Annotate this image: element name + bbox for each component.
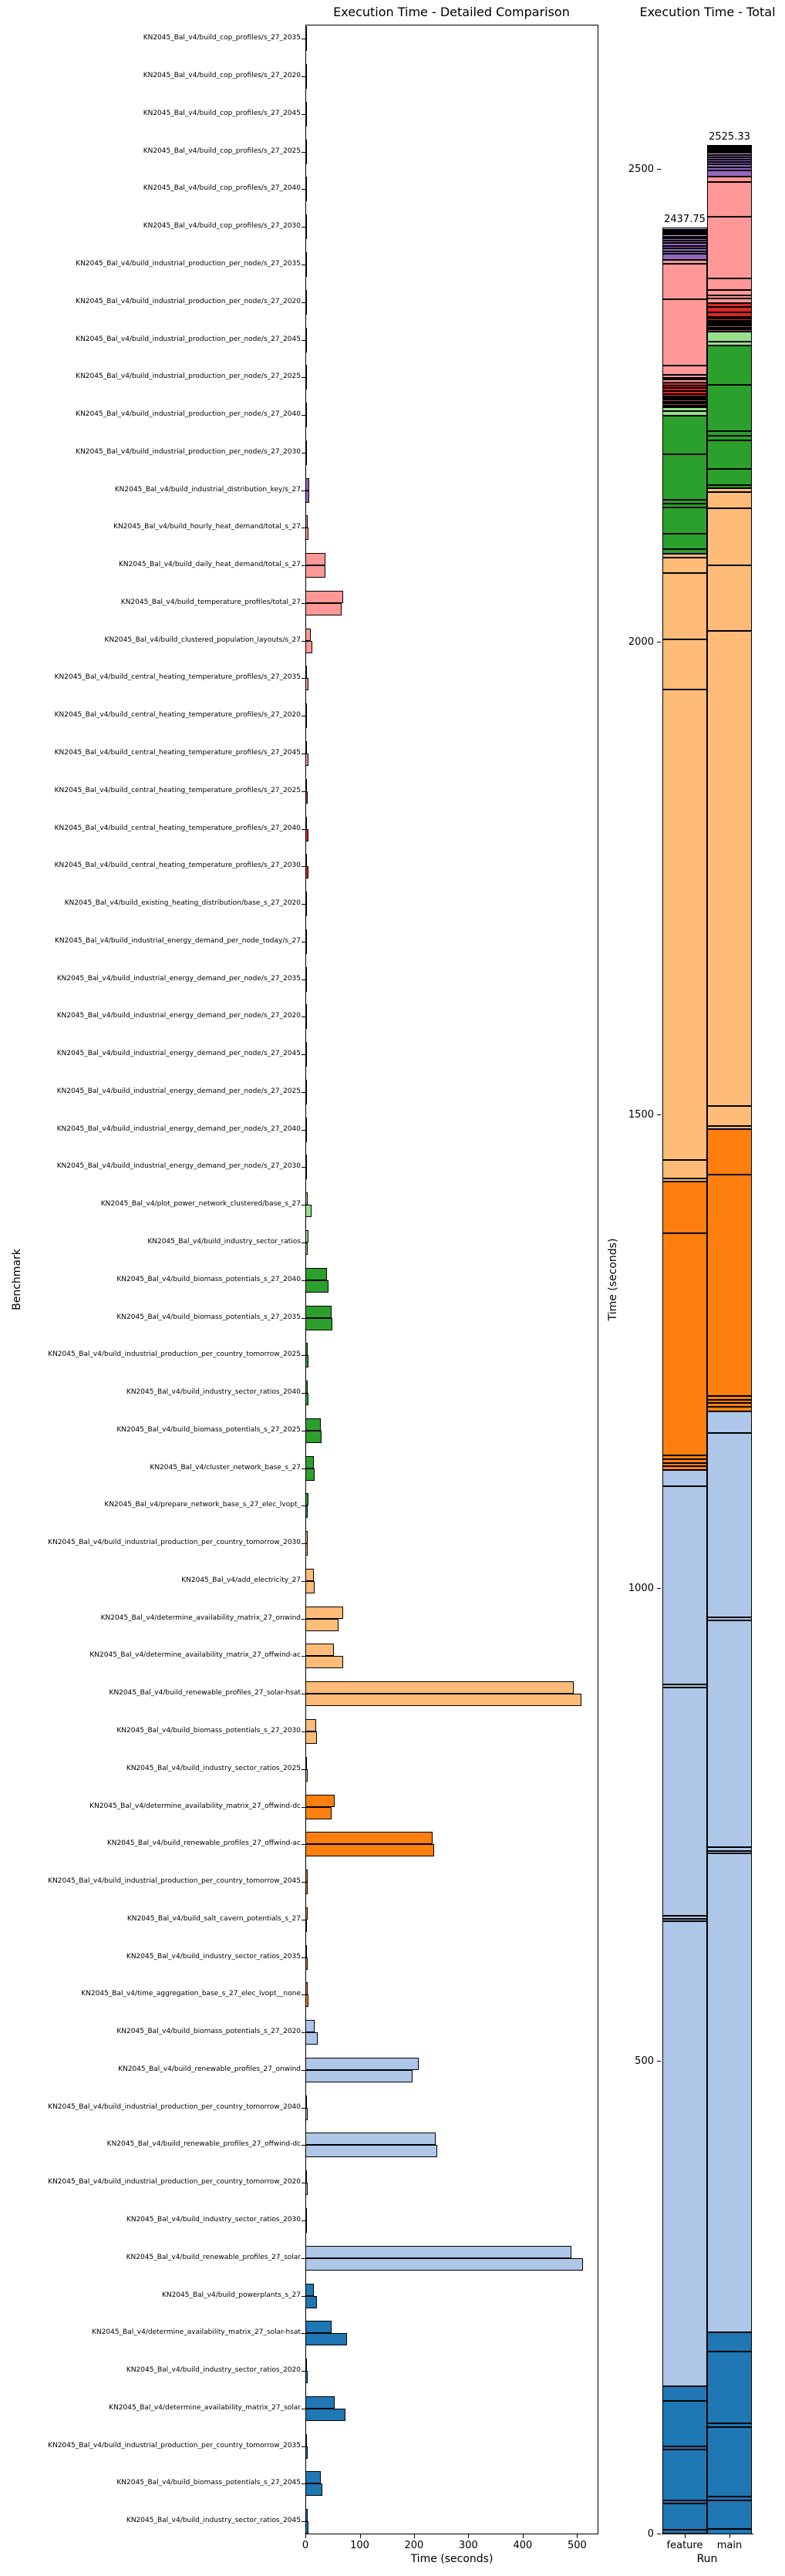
benchmark-row-label: KN2045_Bal_v4/build_cop_profiles/s_27_2025 [143, 147, 301, 155]
benchmark-row-label: KN2045_Bal_v4/build_renewable_profiles_27_solar-hsat [109, 1689, 301, 1698]
feature-bar [305, 1607, 343, 1619]
main-stack-segment [707, 182, 752, 217]
main-bar [305, 641, 312, 653]
feature-stack-segment [662, 639, 707, 690]
benchmark-row-label: KN2045_Bal_v4/build_temperature_profiles/total_27 [120, 598, 301, 606]
main-stack-segment [707, 1106, 752, 1125]
feature-bar [305, 214, 307, 227]
feature-bar [305, 2133, 436, 2145]
feature-bar [305, 1230, 308, 1242]
main-bar [305, 1694, 581, 1706]
benchmark-row-label: KN2045_Bal_v4/build_industrial_energy_demand_per_node/s_27_2030 [56, 1162, 301, 1171]
feature-bar [305, 741, 307, 754]
main-bar [305, 2108, 308, 2120]
feature-bar [305, 2096, 307, 2108]
main-bar [305, 1882, 308, 1894]
benchmark-row-label: KN2045_Bal_v4/build_central_heating_temperature_profiles/s_27_2045 [54, 748, 301, 757]
feature-stack-segment [662, 534, 707, 549]
x-tick-label: feature [666, 2540, 703, 2551]
benchmark-row-label: KN2045_Bal_v4/build_industrial_production_per_node/s_27_2045 [76, 335, 301, 343]
feature-bar [305, 140, 307, 152]
left-x-axis-label: Time (seconds) [410, 2553, 494, 2565]
benchmark-row-label: KN2045_Bal_v4/build_industrial_energy_demand_per_node/s_27_2045 [56, 1050, 301, 1058]
main-bar [305, 491, 309, 503]
benchmark-row-label: KN2045_Bal_v4/build_cop_profiles/s_27_2045 [143, 109, 301, 117]
main-bar [305, 904, 307, 916]
main-bar [305, 1167, 307, 1179]
benchmark-row-label: KN2045_Bal_v4/build_salt_cavern_potentials_s_27 [126, 1914, 301, 1923]
benchmark-row-label: KN2045_Bal_v4/build_biomass_potentials_s_27_2020 [116, 2028, 301, 2036]
feature-bar [305, 2284, 314, 2296]
y-tick-label: 1500 [628, 1109, 654, 1121]
main-bar [305, 2296, 317, 2308]
main-stack-segment [707, 1129, 752, 1174]
benchmark-row-label: KN2045_Bal_v4/build_industrial_production_per_node/s_27_2040 [76, 410, 301, 418]
feature-bar [305, 478, 309, 491]
x-tick-label: 500 [567, 2540, 587, 2551]
feature-bar [305, 177, 307, 189]
left-y-axis-label: Benchmark [11, 1249, 23, 1310]
feature-bar [305, 1418, 321, 1431]
feature-stack-segment [662, 264, 707, 299]
feature-bar [305, 779, 307, 791]
main-bar [305, 2258, 583, 2271]
feature-stack-segment [662, 1233, 707, 1456]
main-bar [305, 2032, 318, 2045]
y-tick-label: 2500 [628, 163, 654, 175]
benchmark-row-label: KN2045_Bal_v4/build_industrial_energy_demand_per_node/s_27_2040 [56, 1124, 301, 1133]
benchmark-row-label: KN2045_Bal_v4/build_industry_sector_ratios_2040 [126, 1388, 301, 1396]
benchmark-row-label: KN2045_Bal_v4/build_industrial_energy_demand_per_node/s_27_2020 [56, 1012, 301, 1020]
main-stack-segment [707, 346, 752, 385]
main-bar [305, 2220, 307, 2233]
main-bar [305, 2371, 308, 2383]
benchmark-row-label: KN2045_Bal_v4/build_industry_sector_ratios_2045 [126, 2517, 301, 2525]
feature-bar [305, 1343, 308, 1355]
right-x-axis-label: Run [696, 2553, 718, 2565]
benchmark-row-label: KN2045_Bal_v4/build_industry_sector_ratios_2030 [126, 2216, 301, 2224]
feature-stack-segment [662, 366, 707, 375]
benchmark-row-label: KN2045_Bal_v4/build_industry_sector_ratios_2025 [126, 1764, 301, 1772]
feature-bar [305, 2208, 307, 2220]
left-chart-title: Execution Time - Detailed Comparison [333, 5, 570, 19]
main-bar [305, 1844, 434, 1856]
main-stack-segment [707, 2500, 752, 2530]
x-tick-label: 0 [302, 2540, 309, 2551]
feature-bar [305, 2246, 571, 2258]
main-bar [305, 678, 308, 690]
benchmark-row-label: KN2045_Bal_v4/build_renewable_profiles_27_solar [126, 2253, 301, 2261]
y-tick-label: 1000 [628, 1582, 654, 1594]
main-bar [305, 76, 307, 89]
main-bar [305, 39, 307, 51]
feature-bar [305, 365, 307, 377]
main-bar [305, 265, 307, 277]
feature-bar [305, 2321, 332, 2333]
benchmark-row-label: KN2045_Bal_v4/prepare_network_base_s_27_elec_lvopt_ [104, 1501, 301, 1509]
feature-stack-segment [662, 2386, 707, 2401]
main-stack-segment [707, 631, 752, 1106]
main-bar [305, 1017, 307, 1029]
feature-bar [305, 2020, 315, 2032]
main-bar [305, 1431, 322, 1443]
feature-bar [305, 515, 308, 528]
feature-bar [305, 252, 307, 265]
benchmark-row-label: KN2045_Bal_v4/build_industrial_production_per_country_tomorrow_2035 [48, 2441, 301, 2450]
benchmark-row-label: KN2045_Bal_v4/build_central_heating_temperature_profiles/s_27_2020 [54, 711, 301, 720]
feature-bar [305, 2170, 307, 2183]
main-bar [305, 1543, 308, 1556]
main-bar [305, 152, 307, 164]
main-bar [305, 1807, 332, 1819]
main-bar [305, 979, 307, 992]
benchmark-row-label: KN2045_Bal_v4/build_renewable_profiles_27_onwind [118, 2065, 301, 2073]
main-total-label: 2525.33 [709, 131, 750, 143]
main-bar [305, 1318, 332, 1330]
feature-bar [305, 1268, 327, 1280]
benchmark-row-label: KN2045_Bal_v4/determine_availability_matrix_27_onwind [100, 1613, 301, 1622]
feature-stack-segment [662, 1486, 707, 1685]
benchmark-row-label: KN2045_Bal_v4/determine_availability_matrix_27_solar-hsat [92, 2328, 301, 2337]
main-stack-segment [707, 1620, 752, 1847]
main-bar [305, 528, 308, 540]
main-stack-segment [707, 1433, 752, 1617]
benchmark-row-label: KN2045_Bal_v4/build_hourly_heat_demand/total_s_27 [113, 523, 301, 531]
x-tick-mark [729, 2534, 730, 2538]
main-bar [305, 603, 342, 615]
main-bar [305, 453, 307, 465]
main-bar [305, 1994, 308, 2007]
main-stack-segment [707, 1853, 752, 2332]
main-bar [305, 1957, 308, 1970]
y-tick-label: 0 [647, 2528, 654, 2540]
main-bar [305, 2333, 347, 2345]
y-tick-label: 500 [635, 2055, 654, 2067]
feature-bar [305, 591, 343, 603]
benchmark-row-label: KN2045_Bal_v4/build_biomass_potentials_s_27_2025 [116, 1425, 301, 1434]
feature-bar [305, 328, 307, 340]
main-bar [305, 2145, 437, 2157]
feature-bar [305, 967, 307, 979]
feature-bar [305, 1381, 308, 1393]
main-stack-segment [707, 1175, 752, 1397]
feature-bar [305, 1306, 332, 1318]
x-tick-label: 100 [350, 2540, 369, 2551]
main-bar [305, 189, 307, 201]
main-stack-segment [707, 385, 752, 432]
benchmark-row-label: KN2045_Bal_v4/build_industry_sector_ratios_2035 [126, 1952, 301, 1961]
feature-stack-segment [662, 690, 707, 1159]
benchmark-row-label: KN2045_Bal_v4/build_renewable_profiles_27_offwind-ac [106, 1839, 301, 1848]
main-bar [305, 2409, 345, 2421]
benchmark-row-label: KN2045_Bal_v4/build_clustered_population_layouts/s_27 [104, 636, 301, 644]
main-bar [305, 829, 308, 841]
feature-stack-segment [662, 2530, 707, 2534]
feature-bar [305, 854, 307, 866]
x-tick-mark [685, 2534, 686, 2538]
main-bar [305, 942, 307, 954]
x-tick-mark [468, 2534, 469, 2538]
left-plot-area [305, 25, 598, 2534]
feature-bar [305, 1080, 307, 1092]
x-tick-label: 200 [404, 2540, 424, 2551]
y-tick-label: 2000 [628, 636, 654, 649]
feature-bar [305, 892, 307, 904]
main-bar [305, 2070, 413, 2082]
main-bar [305, 1092, 307, 1104]
feature-bar [305, 403, 307, 415]
benchmark-row-label: KN2045_Bal_v4/build_daily_heat_demand/total_s_27 [119, 561, 301, 569]
feature-stack-segment [662, 1470, 707, 1486]
feature-bar [305, 1644, 334, 1656]
main-bar [305, 791, 308, 804]
y-tick-mark [657, 1588, 661, 1589]
feature-stack-segment [662, 507, 707, 534]
benchmark-row-label: KN2045_Bal_v4/plot_power_network_clustered/base_s_27 [100, 1200, 301, 1209]
main-stack-segment [707, 565, 752, 631]
benchmark-row-label: KN2045_Bal_v4/add_electricity_27 [181, 1576, 301, 1584]
benchmark-row-label: KN2045_Bal_v4/build_industrial_distribution_key/s_27 [114, 485, 301, 494]
feature-stack-segment [662, 1688, 707, 1916]
main-bar [305, 1656, 343, 1668]
main-bar [305, 1393, 308, 1405]
x-tick-label: 400 [513, 2540, 533, 2551]
feature-bar [305, 1004, 307, 1017]
main-bar [305, 227, 307, 239]
benchmark-row-label: KN2045_Bal_v4/build_industrial_production_per_country_tomorrow_2030 [48, 1539, 301, 1547]
main-bar [305, 1769, 308, 1782]
feature-bar [305, 64, 307, 76]
main-stack-segment [707, 278, 752, 290]
main-bar [305, 377, 307, 389]
feature-bar [305, 1042, 307, 1054]
benchmark-row-label: KN2045_Bal_v4/build_existing_heating_distribution/base_s_27_2020 [64, 899, 301, 907]
feature-bar [305, 290, 307, 302]
feature-stack-segment [662, 416, 707, 453]
main-stack-segment [707, 2427, 752, 2497]
x-tick-mark [523, 2534, 524, 2538]
main-bar [305, 565, 325, 578]
feature-bar [305, 1832, 433, 1844]
feature-stack-segment [662, 1160, 707, 1179]
main-bar [305, 302, 307, 315]
benchmark-row-label: KN2045_Bal_v4/build_biomass_potentials_s_27_2030 [116, 1727, 301, 1735]
benchmark-row-label: KN2045_Bal_v4/build_industry_sector_ratios [147, 1237, 301, 1246]
benchmark-row-label: KN2045_Bal_v4/build_biomass_potentials_s_27_2035 [116, 1313, 301, 1321]
main-bar [305, 114, 307, 126]
feature-bar [305, 26, 307, 39]
feature-stacked-bar [662, 228, 707, 2534]
feature-bar [305, 102, 307, 114]
feature-total-label: 2437.75 [664, 214, 706, 225]
benchmark-row-label: KN2045_Bal_v4/build_industrial_production_per_node/s_27_2020 [76, 297, 301, 305]
feature-bar [305, 929, 307, 942]
benchmark-row-label: KN2045_Bal_v4/determine_availability_matrix_27_solar [109, 2403, 301, 2412]
feature-stack-segment [662, 2401, 707, 2446]
feature-bar [305, 1719, 316, 1731]
main-stack-segment [707, 2529, 752, 2534]
feature-bar [305, 1681, 574, 1694]
feature-bar [305, 817, 307, 829]
main-bar [305, 1581, 315, 1593]
main-bar [305, 2183, 308, 2195]
feature-bar [305, 2509, 308, 2521]
main-bar [305, 340, 307, 352]
benchmark-row-label: KN2045_Bal_v4/build_industrial_production_per_country_tomorrow_2020 [48, 2178, 301, 2187]
feature-bar [305, 1456, 314, 1468]
main-stack-segment [707, 492, 752, 508]
benchmark-row-label: KN2045_Bal_v4/build_cop_profiles/s_27_2020 [143, 72, 301, 80]
main-bar [305, 866, 308, 878]
benchmark-row-label: KN2045_Bal_v4/cluster_network_base_s_27 [150, 1463, 301, 1472]
main-bar [305, 1054, 307, 1067]
feature-stack-segment [662, 254, 707, 260]
feature-bar [305, 1493, 308, 1505]
x-tick-mark [414, 2534, 415, 2538]
feature-bar [305, 666, 307, 678]
benchmark-row-label: KN2045_Bal_v4/determine_availability_matrix_27_offwind-dc [89, 1802, 301, 1810]
benchmark-row-label: KN2045_Bal_v4/time_aggregation_base_s_27_elec_lvopt__none [81, 1990, 301, 1998]
benchmark-row-label: KN2045_Bal_v4/build_cop_profiles/s_27_2035 [143, 34, 301, 42]
benchmark-row-label: KN2045_Bal_v4/build_cop_profiles/s_27_2040 [143, 184, 301, 193]
benchmark-row-label: KN2045_Bal_v4/build_industrial_production_per_country_tomorrow_2045 [48, 1877, 301, 1885]
benchmark-row-label: KN2045_Bal_v4/determine_availability_matrix_27_offwind-ac [89, 1651, 301, 1660]
x-tick-label: main [716, 2540, 743, 2551]
x-tick-label: 300 [458, 2540, 478, 2551]
main-bar [305, 1731, 317, 1744]
feature-stack-segment [662, 1921, 707, 2386]
main-stack-segment [707, 2332, 752, 2352]
feature-bar [305, 1795, 335, 1807]
main-stack-segment [707, 1411, 752, 1433]
feature-bar [305, 1870, 308, 1882]
benchmark-row-label: KN2045_Bal_v4/build_industrial_production_per_node/s_27_2035 [76, 259, 301, 268]
main-stack-segment [707, 440, 752, 468]
right-chart-title: Execution Time - Total [639, 5, 776, 19]
benchmark-row-label: KN2045_Bal_v4/build_cop_profiles/s_27_2030 [143, 222, 301, 231]
benchmark-row-label: KN2045_Bal_v4/build_industrial_production_per_node/s_27_2030 [76, 447, 301, 456]
right-y-axis-label: Time (seconds) [607, 1238, 619, 1321]
feature-bar [305, 1907, 308, 1920]
benchmark-row-label: KN2045_Bal_v4/build_renewable_profiles_27_offwind-dc [106, 2140, 301, 2149]
feature-bar [305, 703, 307, 716]
main-bar [305, 2483, 322, 2496]
feature-bar [305, 2396, 335, 2409]
feature-stack-segment [662, 558, 707, 573]
feature-stack-segment [662, 573, 707, 639]
main-bar [305, 1619, 339, 1631]
main-bar [305, 1205, 312, 1217]
benchmark-row-label: KN2045_Bal_v4/build_central_heating_temperature_profiles/s_27_2030 [54, 861, 301, 870]
feature-bar [305, 440, 307, 453]
feature-bar [305, 553, 325, 565]
main-stack-segment [707, 170, 752, 177]
benchmark-row-label: KN2045_Bal_v4/build_biomass_potentials_s_27_2040 [116, 1275, 301, 1283]
benchmark-row-label: KN2045_Bal_v4/build_biomass_potentials_s_27_2045 [116, 2479, 301, 2487]
feature-bar [305, 2471, 321, 2483]
main-stack-segment [707, 508, 752, 565]
feature-bar [305, 629, 311, 641]
benchmark-row-label: KN2045_Bal_v4/build_central_heating_temperature_profiles/s_27_2040 [54, 824, 301, 832]
main-bar [305, 2446, 308, 2459]
feature-stack-segment [662, 2450, 707, 2501]
benchmark-row-label: KN2045_Bal_v4/build_industrial_production_per_node/s_27_2025 [76, 373, 301, 381]
feature-stack-segment [662, 299, 707, 366]
main-bar [305, 1280, 328, 1293]
main-bar [305, 754, 308, 766]
main-bar [305, 415, 307, 427]
feature-bar [305, 1757, 307, 1769]
main-bar [305, 1920, 307, 1932]
benchmark-row-label: KN2045_Bal_v4/build_industrial_energy_demand_per_node/s_27_2025 [56, 1087, 301, 1095]
feature-stack-segment [662, 2504, 707, 2530]
main-stack-segment [707, 217, 752, 278]
feature-bar [305, 2434, 307, 2446]
feature-bar [305, 1118, 307, 1130]
main-stack-segment [707, 469, 752, 485]
main-bar [305, 1355, 308, 1367]
feature-bar [305, 1945, 307, 1957]
feature-bar [305, 2359, 307, 2371]
main-bar [305, 1505, 308, 1518]
feature-bar [305, 1155, 307, 1167]
feature-bar [305, 1531, 308, 1543]
feature-stack-segment [662, 454, 707, 500]
y-tick-mark [657, 1114, 661, 1115]
feature-bar [305, 2058, 419, 2070]
feature-bar [305, 1569, 314, 1581]
main-bar [305, 1468, 315, 1481]
benchmark-row-label: KN2045_Bal_v4/build_central_heating_temperature_profiles/s_27_2035 [54, 673, 301, 682]
feature-bar [305, 1192, 308, 1205]
benchmark-row-label: KN2045_Bal_v4/build_powerplants_s_27 [161, 2291, 301, 2299]
benchmark-row-label: KN2045_Bal_v4/build_industrial_production_per_country_tomorrow_2040 [48, 2102, 301, 2111]
main-bar [305, 716, 307, 728]
x-tick-mark [360, 2534, 361, 2538]
main-stack-segment [707, 290, 752, 295]
main-bar [305, 2521, 308, 2534]
feature-stack-segment [662, 1182, 707, 1233]
y-tick-mark [657, 169, 661, 170]
main-stack-segment [707, 332, 752, 342]
x-tick-mark [305, 2534, 306, 2538]
main-stacked-bar [707, 145, 752, 2534]
main-bar [305, 1242, 308, 1255]
main-stack-segment [707, 177, 752, 182]
benchmark-row-label: KN2045_Bal_v4/build_central_heating_temperature_profiles/s_27_2025 [54, 786, 301, 794]
x-tick-mark [577, 2534, 578, 2538]
benchmark-row-label: KN2045_Bal_v4/build_industrial_energy_demand_per_node/s_27_2035 [56, 974, 301, 983]
main-stack-segment [707, 2352, 752, 2423]
main-bar [305, 1130, 307, 1142]
benchmark-row-label: KN2045_Bal_v4/build_industrial_energy_demand_per_node_today/s_27 [55, 936, 301, 945]
benchmark-row-label: KN2045_Bal_v4/build_industrial_production_per_country_tomorrow_2025 [48, 1350, 301, 1359]
main-stack-segment [707, 307, 752, 312]
y-tick-mark [657, 2061, 661, 2062]
benchmark-row-label: KN2045_Bal_v4/build_industry_sector_ratios_2020 [126, 2366, 301, 2374]
feature-bar [305, 1982, 308, 1994]
